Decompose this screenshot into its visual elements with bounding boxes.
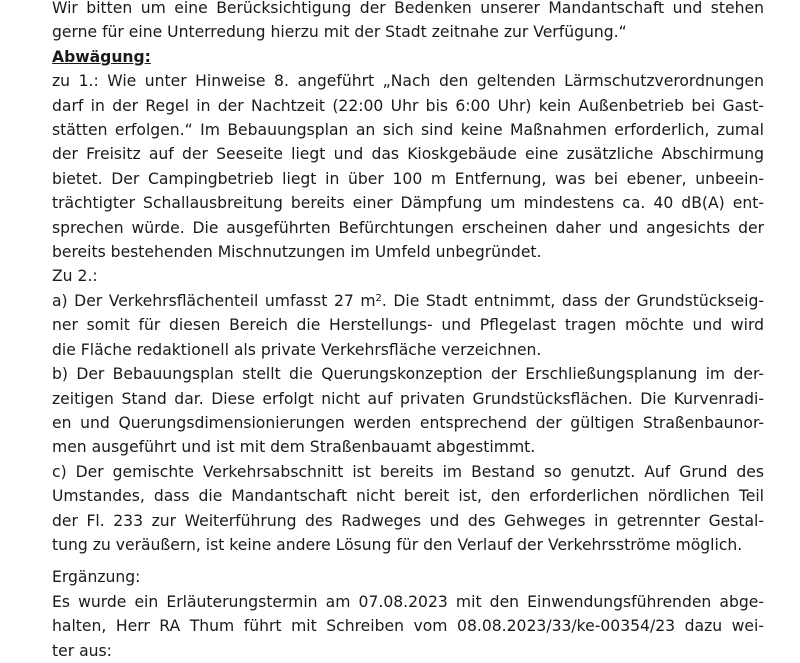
text-line: der Fl. 233 zur Weiterführung des Radweges und des Gehweges in getrennter Gestal- bbox=[52, 511, 764, 530]
text-line: b) Der Bebauungsplan stellt die Querungskonzeption der Erschließungsplanung im der- bbox=[52, 365, 764, 384]
text-line: Wir bitten um eine Berücksichtigung der Bedenken unserer Mandantschaft und stehen bbox=[52, 0, 764, 17]
text-line bbox=[52, 289, 764, 313]
intro-paragraph bbox=[52, 0, 764, 45]
text-fragment: a) Der Verkehrsflächenteil umfasst 27 m bbox=[52, 291, 376, 310]
paragraph-gap bbox=[52, 557, 764, 565]
text-line: Es wurde ein Erläuterungstermin am 07.08.2023 mit den Einwendungsführenden abge- bbox=[52, 592, 764, 611]
superscript: 2 bbox=[375, 292, 382, 304]
text-line: en und Querungsdimensionierungen werden entsprechend der gültigen Straßenbaunor- bbox=[52, 413, 764, 432]
document-page bbox=[52, 0, 764, 663]
text-line: bietet. Der Campingbetrieb liegt in über 100 m Entfernung, was bei ebener, unbeein- bbox=[52, 169, 764, 188]
text-line: der Freisitz auf der Seeseite liegt und das Kioskgebäude eine zusätzliche Abschirmung bbox=[52, 145, 764, 164]
paragraph-a bbox=[52, 289, 764, 362]
text-line: zeitigen Stand dar. Diese erfolgt nicht auf privaten Grundstücksflächen. Die Kurvenradi- bbox=[52, 389, 764, 408]
text-line: zu 1.: Wie unter Hinweise 8. angeführt „Nach den geltenden Lärmschutzverordnungen bbox=[52, 72, 764, 91]
section-heading-abwaegung: Abwägung: bbox=[52, 47, 151, 66]
text-line: halten, Herr RA Thum führt mit Schreiben vom 08.08.2023/33/ke-00354/23 dazu wei- bbox=[52, 617, 764, 636]
text-line: sprechen würde. Die ausgeführten Befürchtungen erscheinen daher und angesichts der bbox=[52, 218, 764, 237]
section-label-ergaenzung: Ergänzung: bbox=[52, 568, 141, 587]
paragraph-ergaenzung bbox=[52, 590, 764, 663]
text-line: ner somit für diesen Bereich die Herstellungs- und Pflegelast tragen möchte und wird bbox=[52, 316, 764, 335]
text-line: darf in der Regel in der Nachtzeit (22:00 Uhr bis 6:00 Uhr) kein Außenbetrieb bei Gast- bbox=[52, 96, 764, 115]
text-line: die Fläche redaktionell als private Verkehrsfläche verzeichnen. bbox=[52, 340, 542, 359]
text-fragment: . Die Stadt entnimmt, dass der Grundstückseig- bbox=[381, 291, 764, 310]
paragraph-zu-1 bbox=[52, 69, 764, 264]
paragraph-c bbox=[52, 460, 764, 558]
text-line: trächtigter Schallausbreitung bereits einer Dämpfung um mindestens ca. 40 dB(A) ent- bbox=[52, 194, 764, 213]
text-line: c) Der gemischte Verkehrsabschnitt ist bereits im Bestand so genutzt. Auf Grund des bbox=[52, 462, 764, 481]
text-line: ter aus: bbox=[52, 641, 112, 660]
text-line: bereits bestehenden Mischnutzungen im Umfeld unbegründet. bbox=[52, 243, 542, 262]
section-label-zu-2: Zu 2.: bbox=[52, 267, 98, 286]
paragraph-b bbox=[52, 362, 764, 460]
text-line: men ausgeführt und ist mit dem Straßenbauamt abgestimmt. bbox=[52, 438, 536, 457]
text-line: tung zu veräußern, ist keine andere Lösung für den Verlauf der Verkehrsströme möglich. bbox=[52, 535, 743, 554]
text-line: Umstandes, dass die Mandantschaft nicht bereit ist, den erforderlichen nördlichen Teil bbox=[52, 487, 764, 506]
text-line: stätten erfolgen.“ Im Bebauungsplan an sich sind keine Maßnahmen erforderlich, zumal bbox=[52, 121, 764, 140]
text-line: gerne für eine Unterredung hierzu mit der Stadt zeitnahe zur Verfügung.“ bbox=[52, 23, 627, 42]
